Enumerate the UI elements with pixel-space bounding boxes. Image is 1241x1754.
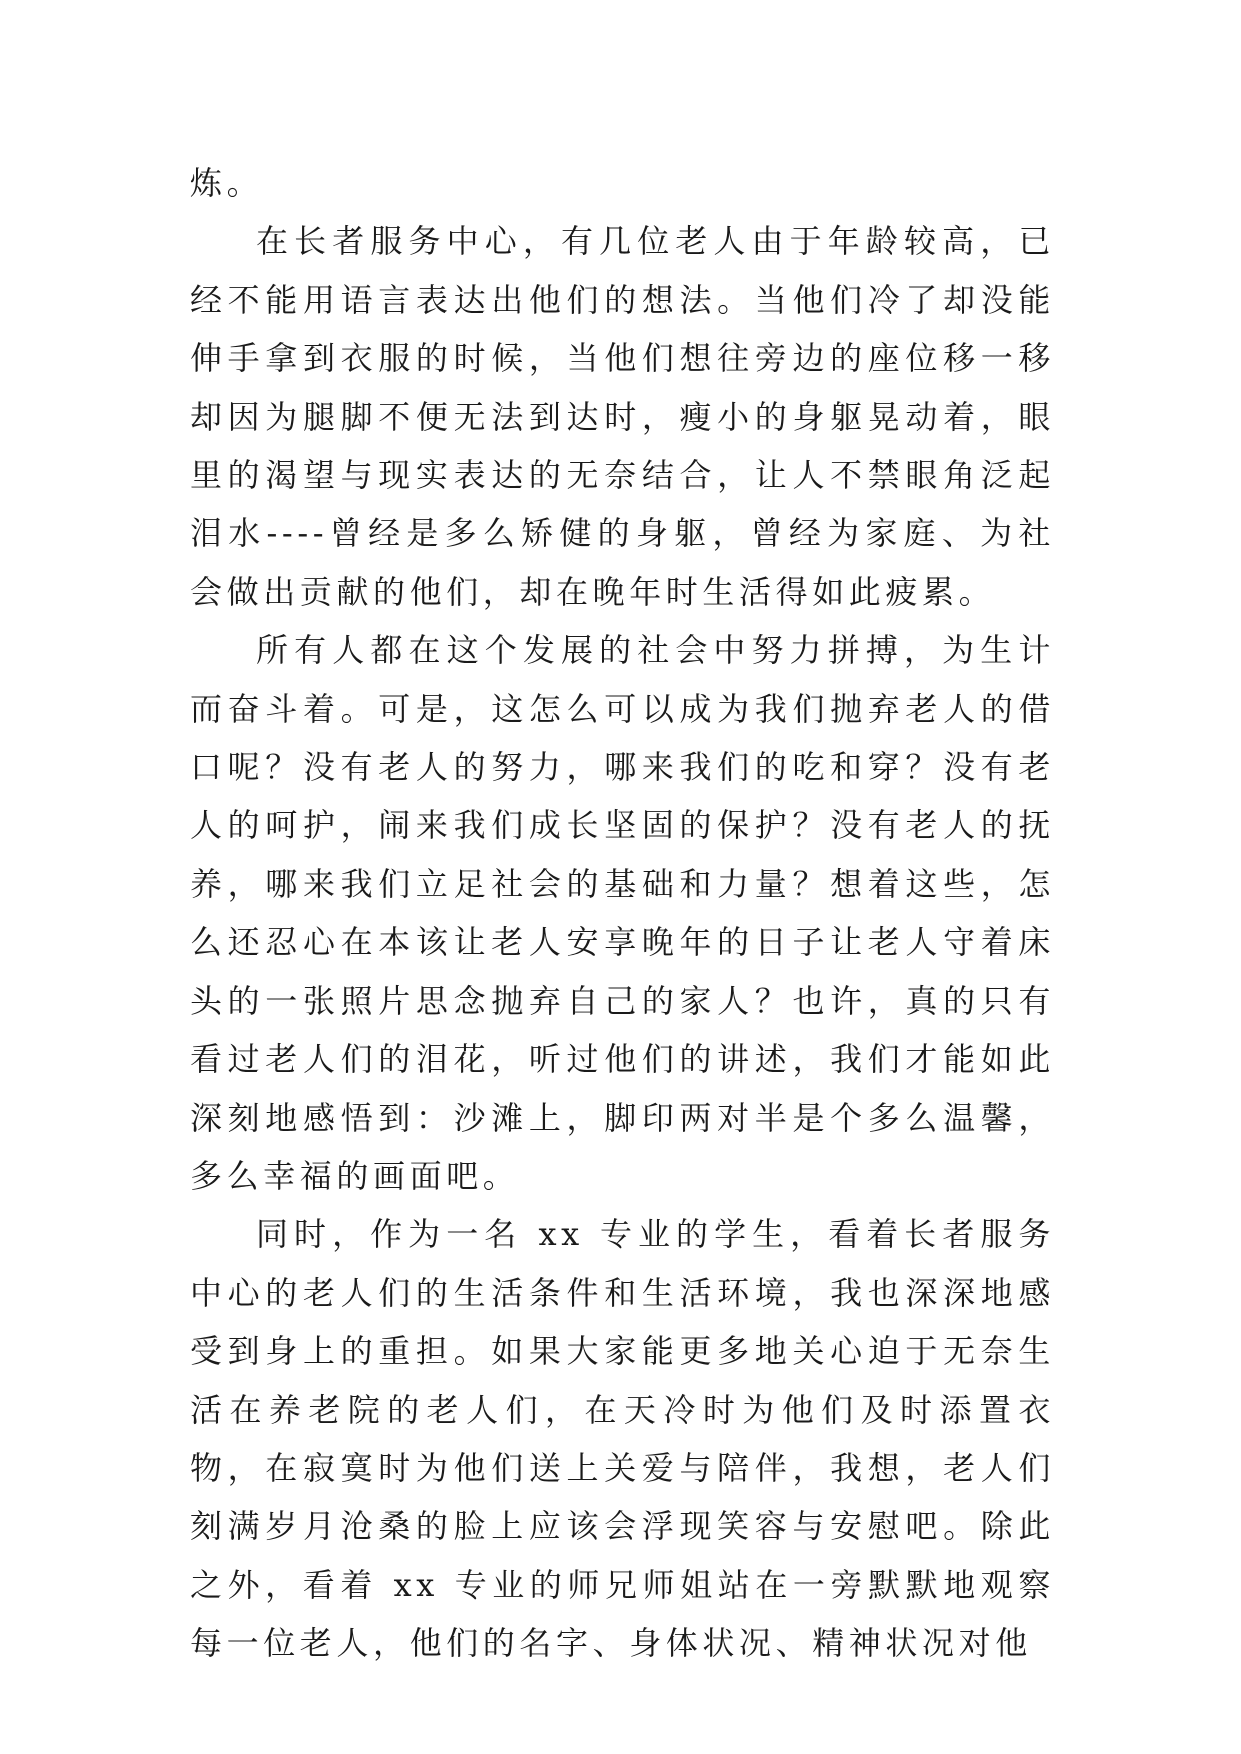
paragraph-student-reflection: 同时，作为一名 xx 专业的学生，看着长者服务中心的老人们的生活条件和生活环境，我也深深地感受到身上的重担。如果大家能更多地关心迫于无奈生活在养老院的老人们，在天冷时为他们及时添置衣物，在寂寞时为他们送上关爱与陪伴，我想，老人们刻满岁月沧桑的脸上应该会浮现笑容与安慰吧。除此之外，看着 xx 专业的师兄师姐站在一旁默默地观察每一位老人，他们的名字、身体状况、精神状况对他 (190, 1215, 1055, 1663)
paragraph-abandon-elderly: 所有人都在这个发展的社会中努力拼搏，为生计而奋斗着。可是，这怎么可以成为我们抛弃老人的借口呢？没有老人的努力，哪来我们的吃和穿？没有老人的呵护，闹来我们成长坚固的保护？没有老人的抚养，哪来我们立足社会的基础和力量？想着这些，怎么还忍心在本该让老人安享晚年的日子让老人守着床头的一张照片思念抛弃自己的家人？也许，真的只有看过老人们的泪花，听过他们的讲述，我们才能如此深刻地感悟到：沙滩上，脚印两对半是个多么温馨，多么幸福的画面吧。 (190, 631, 1055, 1195)
document-body (190, 154, 1055, 1673)
paragraph-continuation: 炼。 (190, 164, 264, 202)
paragraph-elderly-center: 在长者服务中心，有几位老人由于年龄较高，已经不能用语言表达出他们的想法。当他们冷了却没能伸手拿到衣服的时候，当他们想往旁边的座位移一移却因为腿脚不便无法到达时，瘦小的身躯晃动着，眼里的渴望与现实表达的无奈结合，让人不禁眼角泛起泪水----曾经是多么矫健的身躯，曾经为家庭、为社会做出贡献的他们，却在晚年时生活得如此疲累。 (190, 222, 1055, 611)
